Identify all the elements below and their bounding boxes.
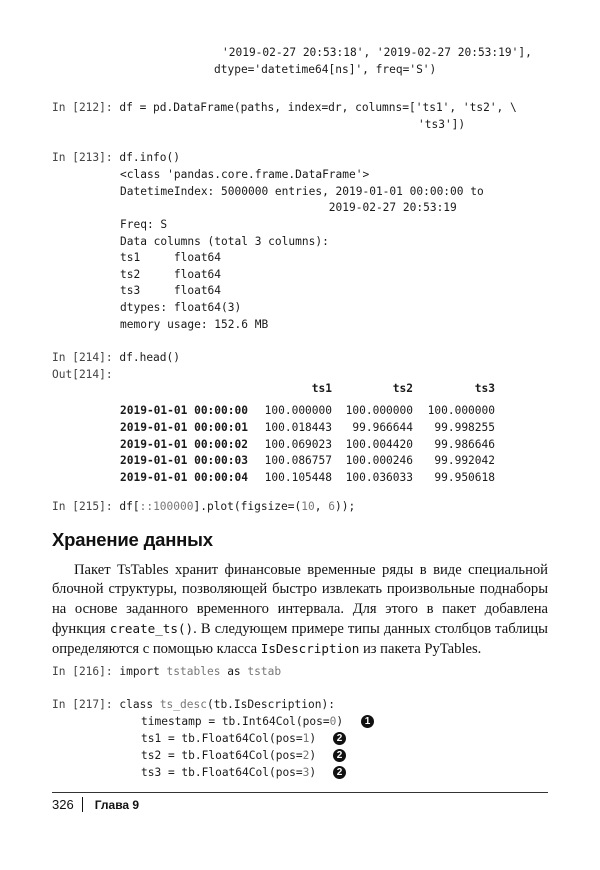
output-line: ts2 float64: [120, 268, 222, 281]
section-heading: Хранение данных: [52, 529, 213, 550]
row-index: 2019-01-01 00:00:03: [120, 454, 248, 468]
output-line: ts1 float64: [120, 251, 222, 264]
table-cell: 100.069023: [264, 437, 332, 451]
output-line: ts3 float64: [120, 284, 222, 297]
table-row: [120, 403, 495, 420]
output-line: dtypes: float64(3): [120, 301, 242, 314]
body-paragraph: Пакет TsTables хранит финансовые временные ряды в виде специальной блочной структуры, позволяющей быстро извлекать произвольные поднаборы на основе заданного временного интервала. Для этого в пакет добавлена функция create_ts(). В следующем примере типы данных столбцов таблицы определяются с помощью класса IsDescription из пакета PyTables.: [52, 562, 548, 658]
output-line: Freq: S: [120, 218, 168, 231]
table-cell: 99.992042: [434, 454, 495, 468]
table-row: [120, 436, 495, 453]
output-line: <class 'pandas.core.frame.DataFrame'>: [120, 168, 370, 181]
callout-marker: 2: [333, 749, 346, 762]
code-line: In [212]: df = pd.DataFrame(paths, index=dr, columns=['ts1', 'ts2', \: [52, 101, 517, 114]
table-cell: 100.004420: [345, 437, 413, 451]
callout-marker: 2: [333, 732, 346, 745]
code-line: ts2 = tb.Float64Col(pos=2): [141, 749, 317, 762]
cell-prompt: In [215]:: [52, 500, 113, 513]
table-cell: 100.105448: [264, 470, 332, 484]
cell-prompt: In [216]:: [52, 665, 113, 678]
table-cell: 99.950618: [434, 470, 495, 484]
code-line: In [214]: df.head(): [52, 351, 180, 364]
cell-prompt: In [213]:: [52, 151, 113, 164]
code-line: In [217]: class ts_desc(tb.IsDescription):: [52, 698, 335, 711]
callout-marker: 2: [333, 766, 346, 779]
chapter-label: Глава 9: [94, 798, 140, 812]
table-header-row: [120, 380, 495, 397]
table-cell: 99.966644: [352, 420, 413, 434]
table-cell: 100.086757: [264, 454, 332, 468]
table-cell: 99.986646: [434, 437, 495, 451]
table-cell: 100.036033: [345, 470, 413, 484]
cell-prompt: In [214]:: [52, 351, 113, 364]
table-cell: 100.000000: [264, 404, 332, 418]
code-line: dtype='datetime64[ns]', freq='S'): [214, 63, 437, 76]
output-line: 2019-02-27 20:53:19: [120, 201, 457, 214]
row-index: 2019-01-01 00:00:04: [120, 470, 248, 484]
page-number: 326: [52, 797, 74, 812]
out-prompt: Out[214]:: [52, 368, 113, 381]
table-row: [120, 452, 495, 469]
row-index: 2019-01-01 00:00:00: [120, 404, 248, 418]
table-cell: 100.018443: [264, 420, 332, 434]
table-row: [120, 419, 495, 436]
code-line: '2019-02-27 20:53:18', '2019-02-27 20:53:19'],: [222, 46, 532, 59]
dataframe-table: [120, 380, 495, 486]
inline-code: IsDescription: [260, 641, 360, 657]
page-footer: [52, 797, 139, 812]
code-line: ts3 = tb.Float64Col(pos=3): [141, 766, 317, 779]
cell-prompt: In [212]:: [52, 101, 113, 114]
table-cell: 100.000246: [345, 454, 413, 468]
callout-marker: 1: [361, 715, 374, 728]
row-index: 2019-01-01 00:00:01: [120, 420, 248, 434]
column-header: ts3: [474, 381, 495, 395]
column-header: ts1: [311, 381, 332, 395]
code-line: In [216]: import tstables as tstab: [52, 665, 282, 678]
footer-rule: [52, 792, 548, 793]
column-header: ts2: [392, 381, 413, 395]
code-line: In [215]: df[::100000].plot(figsize=(10, 6));: [52, 500, 356, 513]
output-line: memory usage: 152.6 MB: [120, 318, 269, 331]
row-index: 2019-01-01 00:00:02: [120, 437, 248, 451]
code-line: In [213]: df.info(): [52, 151, 180, 164]
code-line: ts1 = tb.Float64Col(pos=1): [141, 732, 317, 745]
footer-separator: [82, 797, 83, 812]
output-line: Data columns (total 3 columns):: [120, 235, 329, 248]
table-cell: 99.998255: [434, 420, 495, 434]
output-line: DatetimeIndex: 5000000 entries, 2019-01-01 00:00:00 to: [120, 185, 484, 198]
inline-code: create_ts(): [109, 620, 194, 636]
code-line: timestamp = tb.Int64Col(pos=0): [141, 715, 344, 728]
code-line: 'ts3']): [418, 118, 466, 131]
table-cell: 100.000000: [427, 404, 495, 418]
table-row: [120, 469, 495, 486]
cell-prompt: In [217]:: [52, 698, 113, 711]
table-cell: 100.000000: [345, 404, 413, 418]
